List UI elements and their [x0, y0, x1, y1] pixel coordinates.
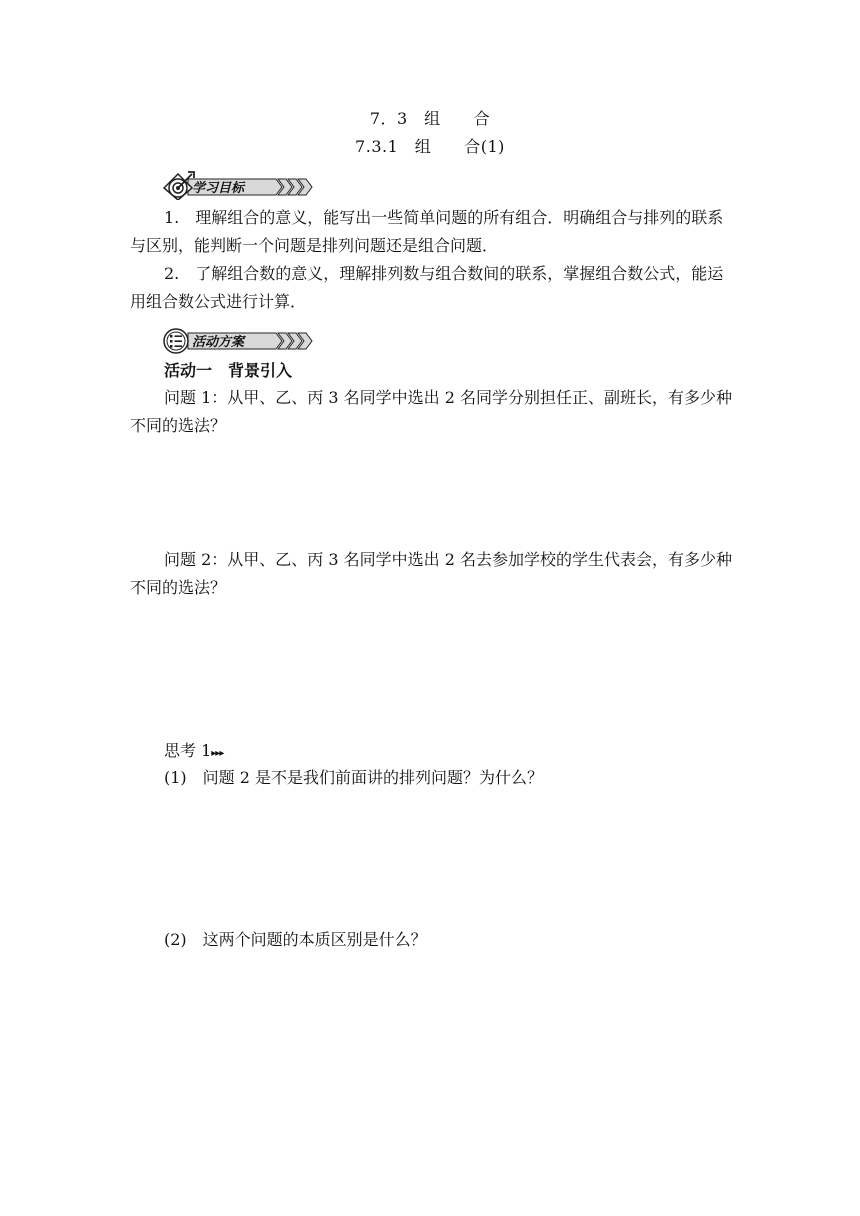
chevron-right-icon: [278, 333, 312, 349]
question-2: 问题 2：从甲、乙、丙 3 名同学中选出 2 名去参加学校的学生代表会，有多少种不同的选法？: [130, 550, 732, 597]
think-heading: [164, 738, 223, 761]
list-icon: [164, 329, 188, 353]
think-question-2: (2) 这两个问题的本质区别是什么？: [164, 930, 427, 949]
target-arrow-icon: [164, 172, 194, 200]
activities-badge-label: 活动方案: [192, 335, 245, 350]
chevron-right-icon: [278, 179, 312, 195]
triangle-marker-icon: ▸▸▸: [211, 748, 224, 759]
objective-item-2: 2. 了解组合数的意义，理解排列数与组合数间的联系，掌握组合数公式，能运用组合数公式进行计算．: [130, 264, 724, 311]
objective-item-1: 1. 理解组合的意义，能写出一些简单问题的所有组合．明确组合与排列的联系与区别，能判断一个问题是排列问题还是组合问题．: [130, 208, 724, 255]
activities-badge: [160, 324, 320, 354]
question-1: 问题 1：从甲、乙、丙 3 名同学中选出 2 名同学分别担任正、副班长，有多少种不同的选法？: [130, 388, 732, 435]
think-question-1: (1) 问题 2 是不是我们前面讲的排列问题？为什么？: [164, 768, 544, 787]
activity-title: 活动一 背景引入: [164, 361, 293, 380]
objectives-badge: [160, 170, 320, 200]
section-subtitle: 7.3.1 组 合(1): [355, 137, 505, 156]
objectives-badge-label: 学习目标: [192, 181, 245, 196]
page-title: 7．3 组 合: [369, 109, 491, 128]
think-label: 思考 1: [164, 741, 212, 760]
